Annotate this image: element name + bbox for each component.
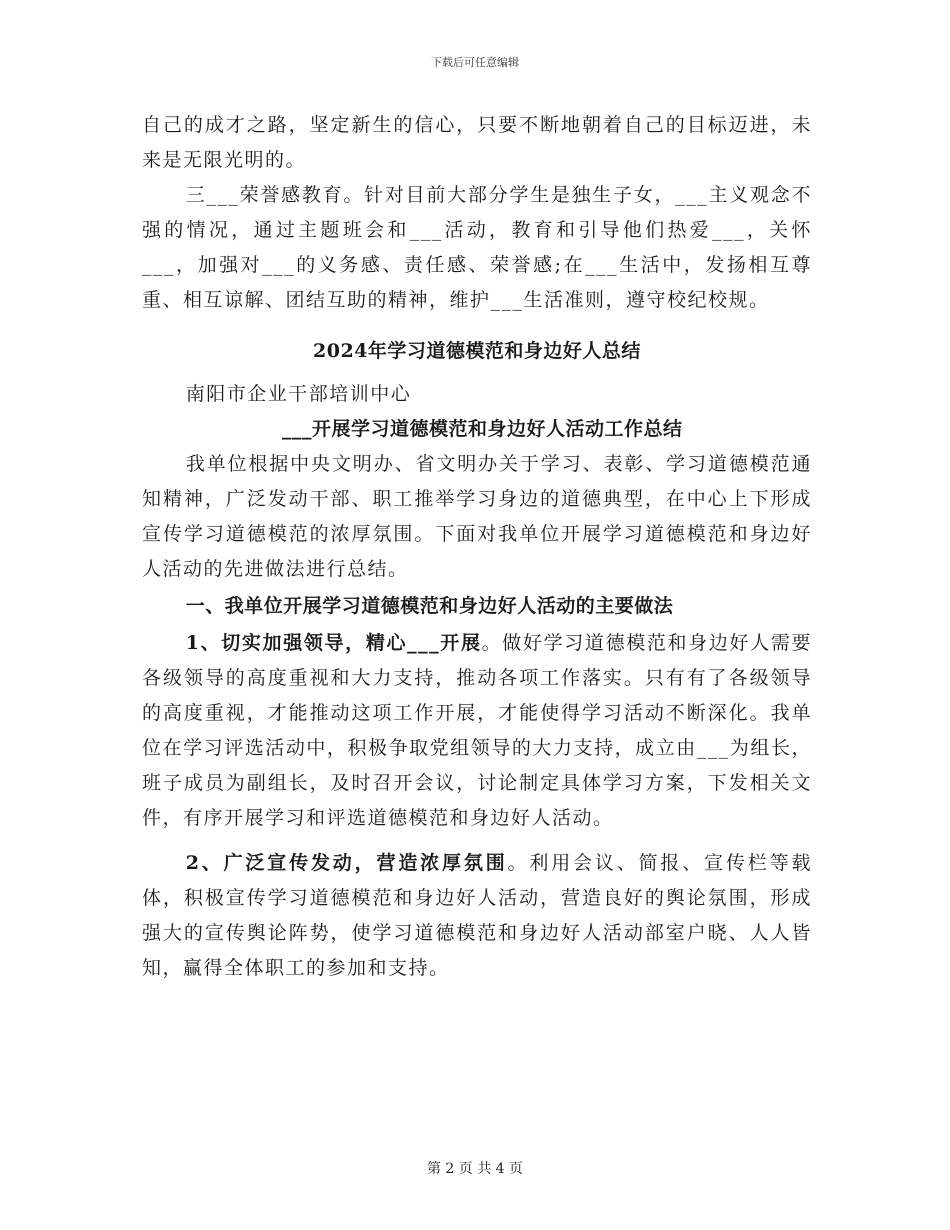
paragraph-honor-education: 三___荣誉感教育。针对目前大部分学生是独生子女，___主义观念不强的情况，通过主题班会和___活动，教育和引导他们热爱___，关怀___，加强对___的义务感、责任感、荣誉感;在___生活中，发扬相互尊重、相互谅解、团结互助的精神，维护___生活准则，遵守校纪校规。 — [142, 184, 812, 311]
item-2-lead: 2、广泛宣传发动，营造浓厚氛围 — [185, 852, 508, 874]
document-subtitle: ___开展学习道德模范和身边好人活动工作总结 — [282, 418, 683, 440]
item-2-body: 。利用会议、简报、宣传栏等载体，积极宣传学习道德模范和身边好人活动，营造良好的舆论氛围，形成强大的宣传舆论阵势，使学习道德模范和身边好人活动部室户晓、人人皆知，赢得全体职工的参加和支持。 — [142, 852, 812, 979]
page-header: 下载后可任意编辑 — [431, 56, 519, 69]
document-title: 2024年学习道德模范和身边好人总结 — [313, 340, 641, 362]
item-1-body: 。做好学习道德模范和身边好人需要各级领导的高度重视和大力支持，推动各项工作落实。只有有了各级领导的高度重视，才能推动这项工作开展，才能使得学习活动不断深化。我单位在学习评选活动中，积极争取党组领导的大力支持，成立由___为组长，班子成员为副组长，及时召开会议，讨论制定具体学习方案，下发相关文件，有序开展学习和评选道德模范和身边好人活动。 — [142, 632, 812, 829]
paragraph-continuation: 自己的成才之路，坚定新生的信心，只要不断地朝着自己的目标迈进，未来是无限光明的。 — [142, 114, 812, 171]
page-footer: 第 2 页 共 4 页 — [426, 1161, 524, 1177]
item-2-paragraph — [142, 846, 812, 986]
document-body — [142, 108, 812, 986]
intro-paragraph: 我单位根据中央文明办、省文明办关于学习、表彰、学习道德模范通知精神，广泛发动干部、职工推举学习身边的道德典型，在中心上下形成宣传学习道德模范的浓厚氛围。下面对我单位开展学习道德模范和身边好人活动的先进做法进行总结。 — [142, 453, 812, 580]
item-1-lead: 1、切实加强领导，精心___开展 — [185, 632, 482, 654]
section-heading-1: 一、我单位开展学习道德模范和身边好人活动的主要做法 — [185, 595, 674, 617]
item-1-paragraph — [142, 626, 812, 836]
organization-name: 南阳市企业干部培训中心 — [185, 383, 412, 405]
